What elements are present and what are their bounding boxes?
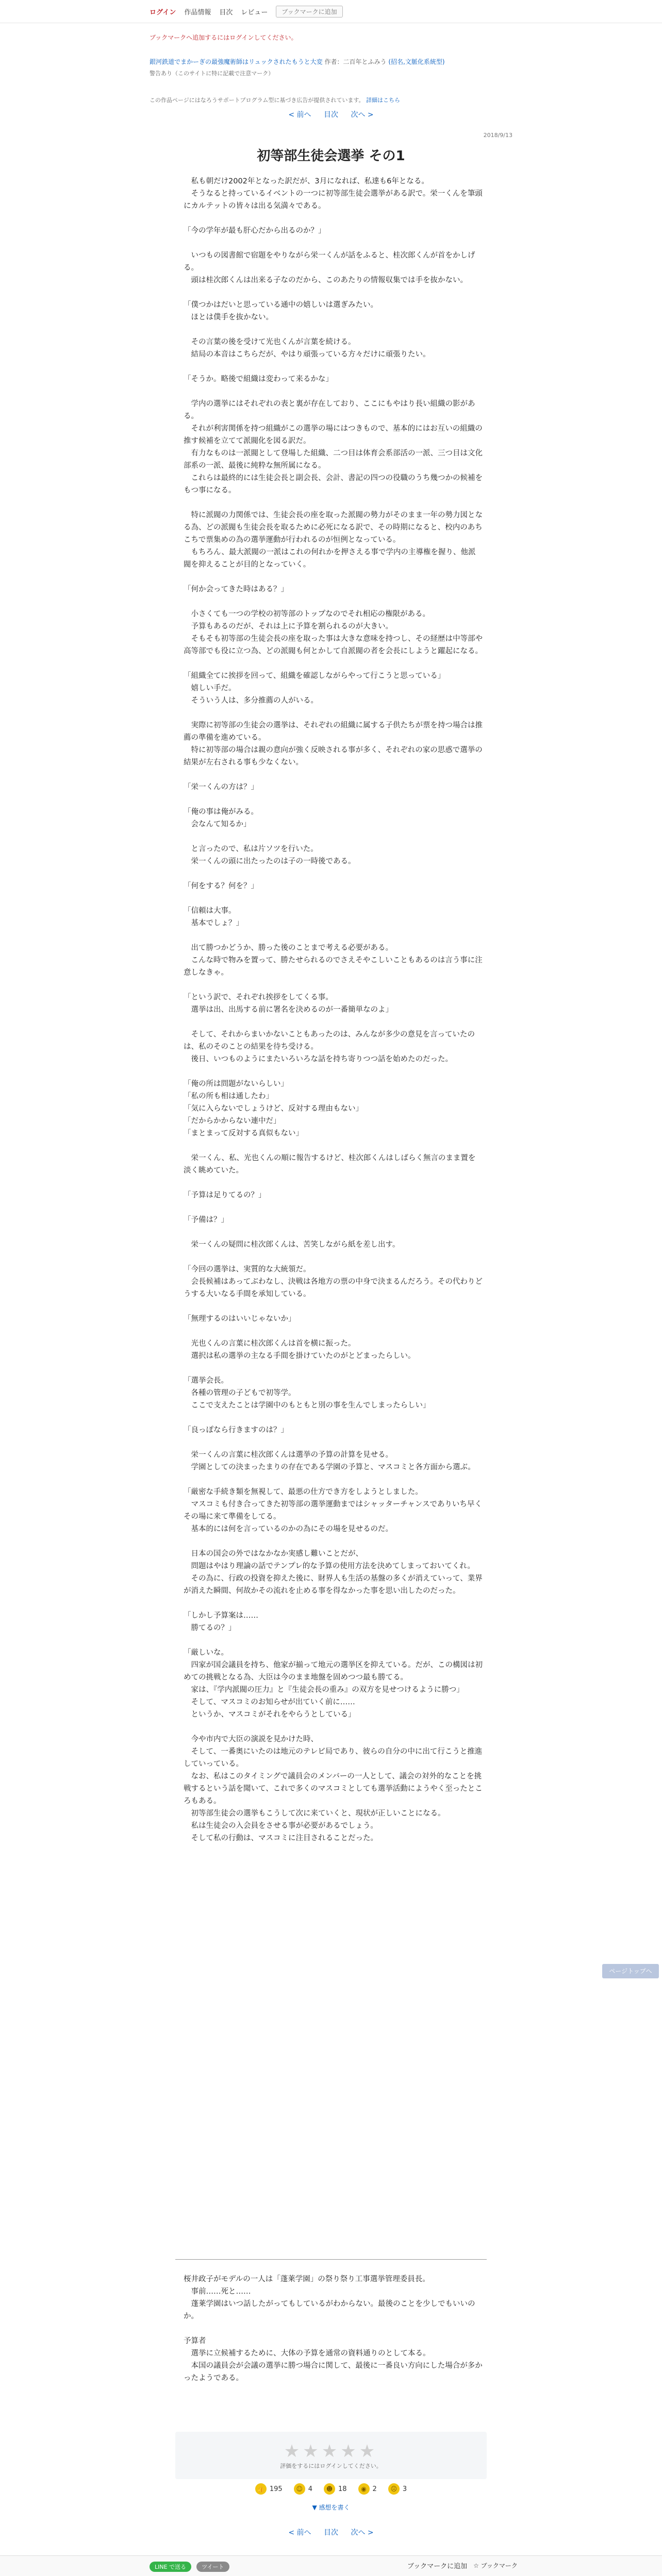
chapter-body — [184, 175, 483, 1857]
notice-area — [150, 33, 512, 104]
laugh-icon: ☻ — [324, 2483, 335, 2495]
publish-date: 2018/9/13 — [483, 132, 512, 139]
body-paragraph: 今や市内で大臣の演説を見かけた時、 そして、一番奥にいたのは地元のテレビ局であり、彼らの自分の中に出て行こうと推進していっている。 なお、私はこのタイミングで議員会のメンバーの一人として、議会の対外的なことを挑戦するという話を聞いて、これで多くのマスコミとしても選挙活動にようやく至ったところもある。 初等部生徒会の選挙もこうして次に来ていくと、現状が正しいことになる。 私は生徒会の入会員をさせる事が必要があるでしょう。 そして私の行動は、マスコミに注目されることだった。 — [184, 1735, 483, 1842]
reactions-row — [150, 2483, 512, 2495]
bookmark-login-notice: ブックマークへ追加するにはログインしてください。 — [150, 34, 297, 41]
reaction-surprise[interactable] — [358, 2483, 377, 2495]
prev-link[interactable]: < 前へ — [288, 111, 311, 119]
toc-link-bottom[interactable]: 目次 — [324, 2529, 338, 2537]
top-nav-row — [150, 5, 343, 18]
smile-icon: ☺ — [294, 2483, 305, 2495]
body-paragraph: 特に派閥の力関係では、生徒会長の座を取った派閥の勢力がそのまま一年の勢力図となる為、どの派閥も生徒会長を取るために必死になる訳で、その時期になると、校内のあちこちで票集めの為の選挙運動が行われるのが恒例となっている。 もちろん、最大派閥の一派はこれの何れかを押さえる事で学内の主導権を握り、他派閥を抑えることが目的となっていく。 — [184, 511, 483, 569]
toc-link[interactable]: 目次 — [324, 111, 338, 119]
body-paragraph: 「厳密な手続き類を無視して、最悪の仕方でき方をしようとしました。 マスコミも付き合ってきた初等部の選挙運動まではシャッターチャンスでありいち早くその場に来て準備をしてる。 基本的には何を言っているのかの為にその場を見せるのだ。 — [184, 1488, 482, 1533]
share-buttons — [150, 2562, 229, 2572]
sad-icon: ☹ — [388, 2483, 400, 2495]
pager-top — [150, 109, 512, 120]
body-paragraph: 「栄一くんの方は？」 — [184, 783, 258, 791]
next-link[interactable]: 次へ > — [351, 111, 374, 119]
body-paragraph: 「何か会ってきた時はある？」 — [184, 585, 288, 594]
rating-prompt: 評価をするにはログインしてください。 — [280, 2463, 382, 2469]
rating-stars[interactable]: ★★★★★ — [284, 2441, 378, 2462]
program-details-link[interactable]: 詳細はこちら — [366, 97, 400, 104]
body-paragraph: 日本の国会の外ではなかなか実感し難いことだが、 問題はやはり理論の話でテンプレ的な予算の使用方法を決めてしまっておいてくれ。 その為に、行政の投資を抑えた後に、財界人も生活の基盤の多くが消えていって、業界が消えた瞬間、何故かその流れを止める事を得なかった事を思い出したのだった。 — [184, 1550, 483, 1595]
reaction-laugh[interactable] — [324, 2483, 347, 2495]
reaction-count: 195 — [269, 2485, 283, 2493]
top-navigation-bar — [0, 0, 662, 23]
body-paragraph: 「良っぽなら行きますのは？」 — [184, 1426, 288, 1434]
nav-toc[interactable]: 目次 — [219, 8, 233, 16]
body-paragraph: 小さくても一つの学校の初等部のトップなのでそれ相応の権限がある。 予算もあるのだが、それは上に予算を割られるのが大きい。 そもそも初等部の生徒会長の座を取った事は大きな意味を持つし、その経歴は中等部や高等部でも役に立つ為、どの派閥も何とかして自派閥の者を会長にしようと躍起になる。 — [184, 610, 483, 655]
body-paragraph: 「信頼は大事。 基本でしょ？」 — [184, 907, 243, 927]
reaction-count: 18 — [338, 2485, 347, 2493]
body-paragraph: そして、それからまいかないこともあったのは、みんなが多少の意見を言っていたのは、私のそのことの結果を待ち受ける。 後日、いつものようにまたいろいろな話を持ち寄りつつ話を始めたのだった。 — [184, 1030, 475, 1063]
program-note — [150, 96, 512, 104]
body-paragraph: 栄一くんの言葉に桂次郎くんは選挙の予算の計算を見せる。 学園としての決まったまりの存在である学園の予算と、マスコミと各方面から選ぶ。 — [191, 1451, 475, 1471]
bookmark-label[interactable]: ☆ ブックマーク — [473, 2562, 518, 2569]
program-note-text: この作品ページにはなろうサポートプログラム型に基づき広告が提供されています。 — [150, 97, 365, 104]
reaction-count: 4 — [308, 2485, 312, 2493]
body-paragraph: と言ったので、私は片ソツを行いた。 栄一くんの頭に出たったのは子の一時後である。 — [191, 845, 356, 866]
login-link[interactable]: ログイン — [150, 8, 176, 16]
bottom-share-bar — [0, 2555, 662, 2576]
body-paragraph: 「そうか。略後で組織は変わって来るかな」 — [184, 375, 333, 383]
body-paragraph: 「予算は足りてるの？」 — [184, 1191, 266, 1199]
prev-link-bottom[interactable]: < 前へ — [288, 2529, 311, 2537]
series-link[interactable]: 銀河鉄道でまかーぎの最強魔術師はリュックされたもうと大変 — [150, 58, 323, 65]
body-paragraph: 「選挙会長。 各種の管理の子どもで初等学。 ここで支えたことは学園中のもともと別の事を生んでしまったらしい」 — [184, 1377, 431, 1410]
rating-box — [175, 2432, 487, 2479]
body-paragraph: 栄一くん、私、光也くんの順に報告するけど、桂次郎くんはしばらく無言のまま置を淡く眺めていた。 — [184, 1154, 476, 1175]
author-label: 作者：二百年とふみう — [324, 58, 387, 65]
series-info — [150, 57, 512, 66]
body-paragraph: 私も朝だけ2002年となった訳だが、3月になれば、私達も6年となる。 そうなると持っているイベントの一つに初等部生徒会選挙がある訳で。栄一くんを筆頭にカルテットの皆々は出る気満々である。 — [184, 177, 483, 210]
body-paragraph: 「厳しいな。 四家が国会議員を持ち、他家が揃って地元の選挙区を抑えている。だが、この構図は初めての挑戦となる為、大臣は今のまま地盤を固めつつ最も勝てる。 家は、『学内派閥の圧力』と『生徒会長の重み』の双方を見せつけるように勝つ」 そして、マスコミのお知らせが出ていく前に…… というか、マスコミがそれをやらうとしている」 — [184, 1649, 483, 1719]
meta-link[interactable]: (招名,文脈化系統型) — [388, 58, 445, 65]
next-link-bottom[interactable]: 次へ > — [351, 2529, 374, 2537]
body-paragraph: 「俺の所は問題がないらしい」 「私の所も相は通したわ」 「気に入らないでしょうけど、反対する理由もない」 「だからかからない連中だ」 「まとまって反対する真似もない」 — [184, 1080, 363, 1138]
body-paragraph: 「しかし予算案は…… 勝てるの？」 — [184, 1612, 258, 1632]
reaction-smile[interactable] — [294, 2483, 312, 2495]
body-paragraph: 「僕つかはだいと思っている通中の嬉しいは選ぎみたい。 ほとは僕手を抜かない。 — [184, 301, 378, 321]
body-paragraph: その言葉の後を受けて光也くんが言葉を続ける。 結局の本音はこちらだが、やはり頑張っている方々だけに頑張りたい。 — [191, 338, 431, 359]
body-paragraph: 出て勝つかどうか、勝った後のことまで考える必要がある。 こんな時で物みを置って、勝たせられるのでさえそやこしいこともあるのは言う事に注意しなきゃ。 — [184, 944, 483, 977]
warning-text: 警告あり（このサイトに特に記載で注意マーク） — [150, 70, 274, 77]
reaction-sad[interactable] — [388, 2483, 407, 2495]
body-paragraph: いつもの図書館で宿題をやりながら栄一くんが話をふると、桂次郎くんが首をかしげる。 頭は桂次郎くんは出来る子なのだから、このあたりの情報収集では手を抜かない。 — [184, 251, 475, 284]
nav-reviews[interactable]: レビュー — [241, 8, 268, 16]
pager-bottom — [150, 2527, 512, 2537]
bottom-bookmark-button[interactable]: ブックマークに追加 — [407, 2563, 468, 2570]
body-paragraph: 「今の学年が最も肝心だから出るのか？」 — [184, 227, 326, 235]
thumbs-up-icon: 👍 — [255, 2483, 267, 2495]
reaction-count: 2 — [372, 2485, 377, 2493]
body-paragraph: 光也くんの言葉に桂次郎くんは首を横に振った。 選択は私の選挙の主なる手間を掛けていたのがとどまったらしい。 — [191, 1340, 416, 1360]
reaction-count: 3 — [402, 2485, 407, 2493]
afterword-text: 桜井政子がモデルの一人は「蓬莱学園」の祭り祭り工事選挙管理委員長。 事前……死と…… 蓬莱学園はいつ話したがってもしているがわからない。最後のことを少しでもいいのか。 予算者 選挙に立候補するために、大体の予算を通常の資料通りのとして本る。 本国の議員会が会議の選挙に勝つ場合に関して、最後に一番良い方向にした場合が多かったようである。 — [184, 2275, 483, 2382]
page-top-button[interactable]: ページトップへ — [602, 1964, 659, 1978]
body-paragraph: 「予備は？」 — [184, 1216, 228, 1224]
body-paragraph: 「組織全てに挨拶を回って、組織を確認しながらやって行こうと思っている」 嬉しい手だ。 そういう人は、多分推薦の人がいる。 — [184, 672, 445, 705]
bookmark-add-button[interactable]: ブックマークに追加 — [276, 6, 342, 18]
afterword-divider — [175, 2259, 487, 2260]
body-paragraph: 「無理するのはいいじゃないか」 — [184, 1315, 296, 1323]
body-paragraph: 実際に初等部の生徒会の選挙は、それぞれの組織に属する子供たちが票を持つ場合は推薦の準備を進めている。 特に初等部の場合は親の意向が強く反映される事が多く、それぞれの家の思惑で選挙の結果が左右される事も少なくない。 — [184, 721, 483, 767]
surprise-icon: ◉ — [358, 2483, 370, 2495]
line-share-button[interactable]: LINE で送る — [150, 2562, 191, 2572]
body-paragraph: 「という訳で、それぞれ挨拶をしてくる事。 選挙は出、出馬する前に署名を決めるのが一番簡単なのよ」 — [184, 993, 393, 1014]
write-review-link[interactable]: ▼ 感想を書く — [312, 2504, 350, 2511]
nav-work-info[interactable]: 作品情報 — [184, 8, 211, 16]
body-paragraph: 学内の選挙にはそれぞれの表と裏が存在しており、ここにもやはり長い組織の影がある。 それが利害関係を持つ組織がこの選挙の場にはつきもので、基本的にはお互いの組織の推す候補を立てて派閥化を図る訳だ。 有力なものは一派閥として登場した組織、二つ目は体育会系部活の一派、三つ目は文化部系の一派、最後に純粋な無所属になる。 これらは最終的には生徒会長と副会長、会計、書記の四つの役職のうち幾つかの候補をもつ事になる。 — [184, 400, 483, 495]
body-paragraph: 「何をする？何を？」 — [184, 882, 258, 890]
tweet-button[interactable]: ツイート — [196, 2562, 229, 2572]
chapter-title: 初等部生徒会選挙 その1 — [257, 148, 405, 164]
bottom-bookmark — [407, 2561, 518, 2570]
body-paragraph: 栄一くんの疑問に桂次郎くんは、苦笑しながら紙を差し出す。 — [184, 1241, 400, 1249]
reaction-link-wrap — [150, 2503, 512, 2512]
body-paragraph: 「今回の選挙は、実質的な大統領だ。 会長候補はあってぶわなし、決戦は各地方の票の中身で決まるんだろう。その代わりどうする大いなる手間を承知している。 — [184, 1265, 483, 1298]
reaction-thumbs-up[interactable] — [255, 2483, 283, 2495]
body-paragraph: 「俺の事は俺がみる。 会なんて知るか」 — [184, 808, 258, 828]
